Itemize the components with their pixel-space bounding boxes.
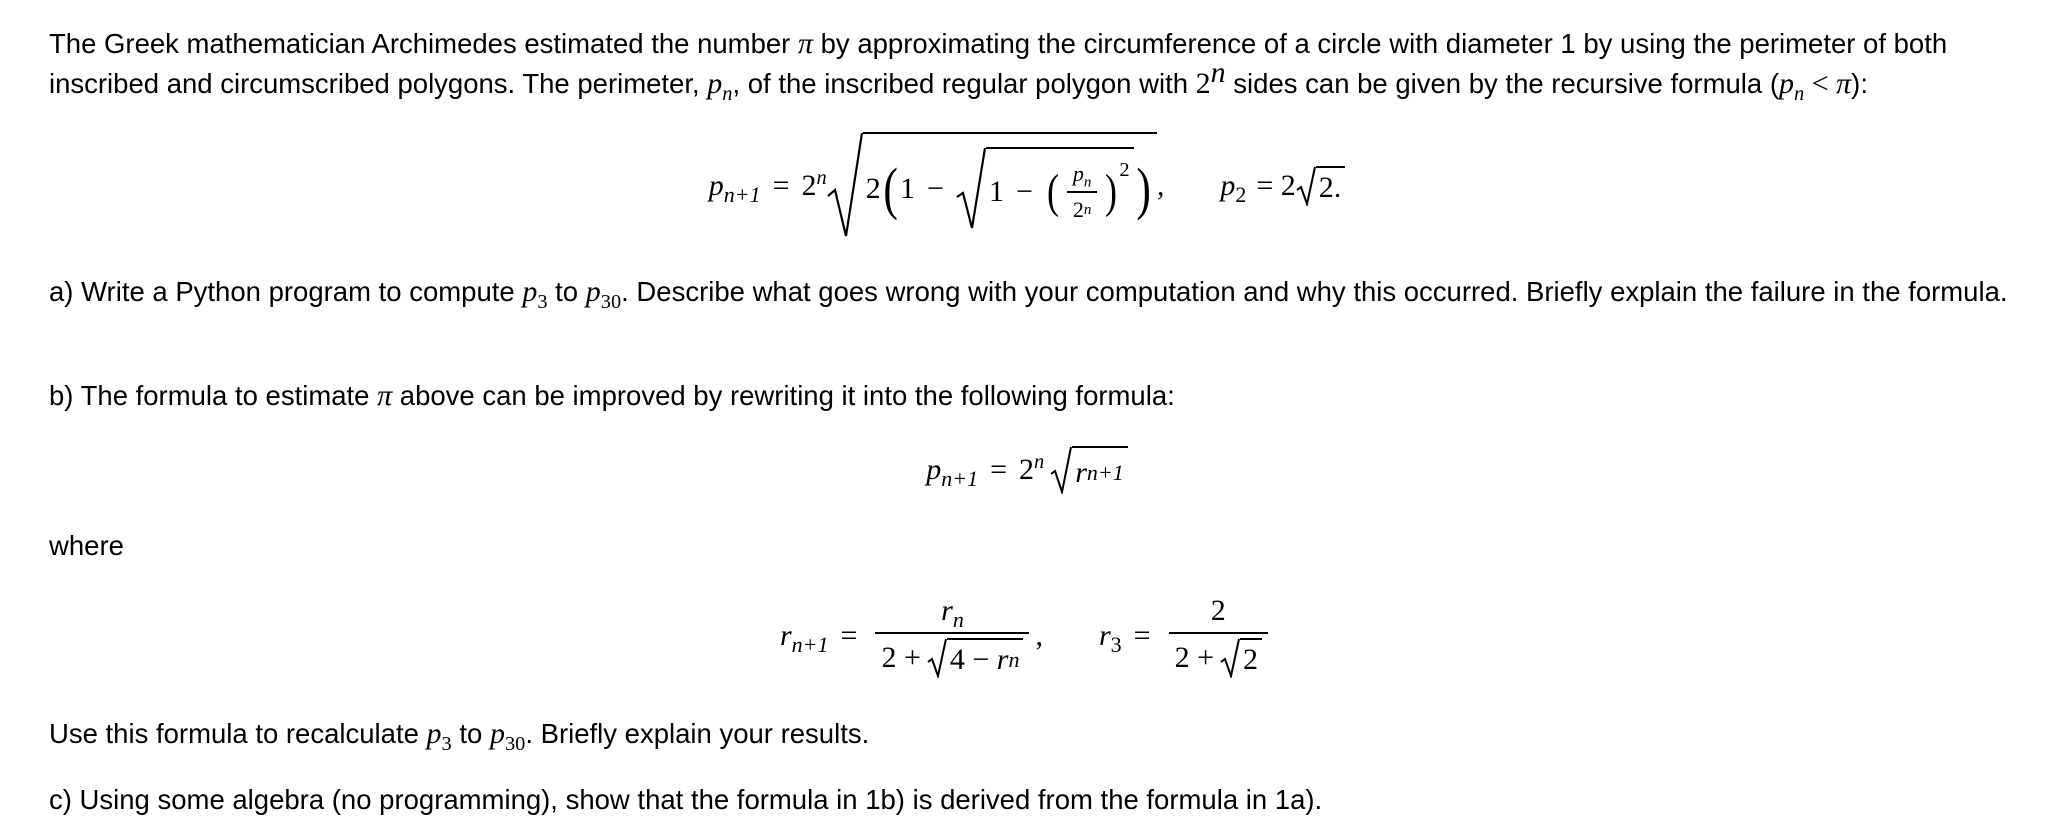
pi-symbol: π [797, 27, 813, 60]
eq1-fraction: $p_n$ 2 n [1061, 161, 1103, 223]
part-c-text: c) Using some algebra (no programming), show that the formula in 1b) is derived from the formula in 1a). [49, 784, 1323, 815]
radical-sign-icon [1220, 638, 1240, 678]
r3-fraction: 2 2 + 2 [1163, 594, 1274, 678]
improved-formula: $p_{n+1}$ = 2$^n$ r n+1 [0, 442, 2054, 498]
eq1-coefficient: 2$^n$ [801, 167, 827, 202]
p-n-symbol: $p_n$ [707, 67, 733, 105]
pn-less-pi: $p_n < \pi$ [1779, 67, 1852, 105]
radical-sign-icon [1296, 166, 1316, 206]
intro-paragraph: The Greek mathematician Archimedes estimated the number π by approximating the circumference of a circle with diameter 1 by using the perimeter of both inscribed and circumscribed polygons. The perimeter, $p_n$, of the inscribed regular polygon with 2$^n$ sides can be given by the recursive formula $(p_n < \pi)$: [49, 27, 1948, 105]
radical-sign-icon [956, 147, 986, 231]
eq2-radical: r n+1 [1050, 446, 1128, 494]
recursive-formula-1: $p_{n+1}$ = 2$^n$ 2 ( 1 − 1 − ( $p_n$ 2 n ) $^2$ ) , $p_2$ = 2 2. [0, 126, 2054, 246]
radical-sign-icon [827, 132, 863, 240]
two-power-n: 2$^n$ [1195, 56, 1226, 100]
eq1-lhs: $p_{n+1}$ [708, 169, 761, 207]
part-b-text: b) The formula to estimate π above can be improved by rewriting it into the following formula: [49, 379, 1175, 412]
p2-radical: 2. [1296, 166, 1346, 206]
where-label: where [49, 530, 124, 561]
radical-sign-icon [927, 638, 947, 678]
eq3-fraction: $r_n$ 2 + 4 − r n [869, 594, 1035, 678]
radical-sign-icon [1050, 446, 1072, 494]
eq1-inner-radical: 1 − ( $p_n$ 2 n ) $^2$ [956, 147, 1134, 231]
p2-definition: $p_2$ [1220, 169, 1247, 207]
r-recursion-formula: $r_{n+1}$ = $r_n$ 2 + 4 − r n , $r_3$ = 2 2 + 2 [0, 586, 2054, 686]
eq1-outer-radical: 2 ( 1 − 1 − ( $p_n$ 2 n ) $^2$ ) [827, 132, 1157, 240]
use-formula-text: Use this formula to recalculate $p_3$ to $p_{30}$. Briefly explain your results. [49, 717, 870, 755]
part-a-text: a) Write a Python program to compute $p_3$ to $p_{30}$. Describe what goes wrong with your computation and why this occurred. Briefly explain the failure in the formula. [49, 275, 2008, 313]
